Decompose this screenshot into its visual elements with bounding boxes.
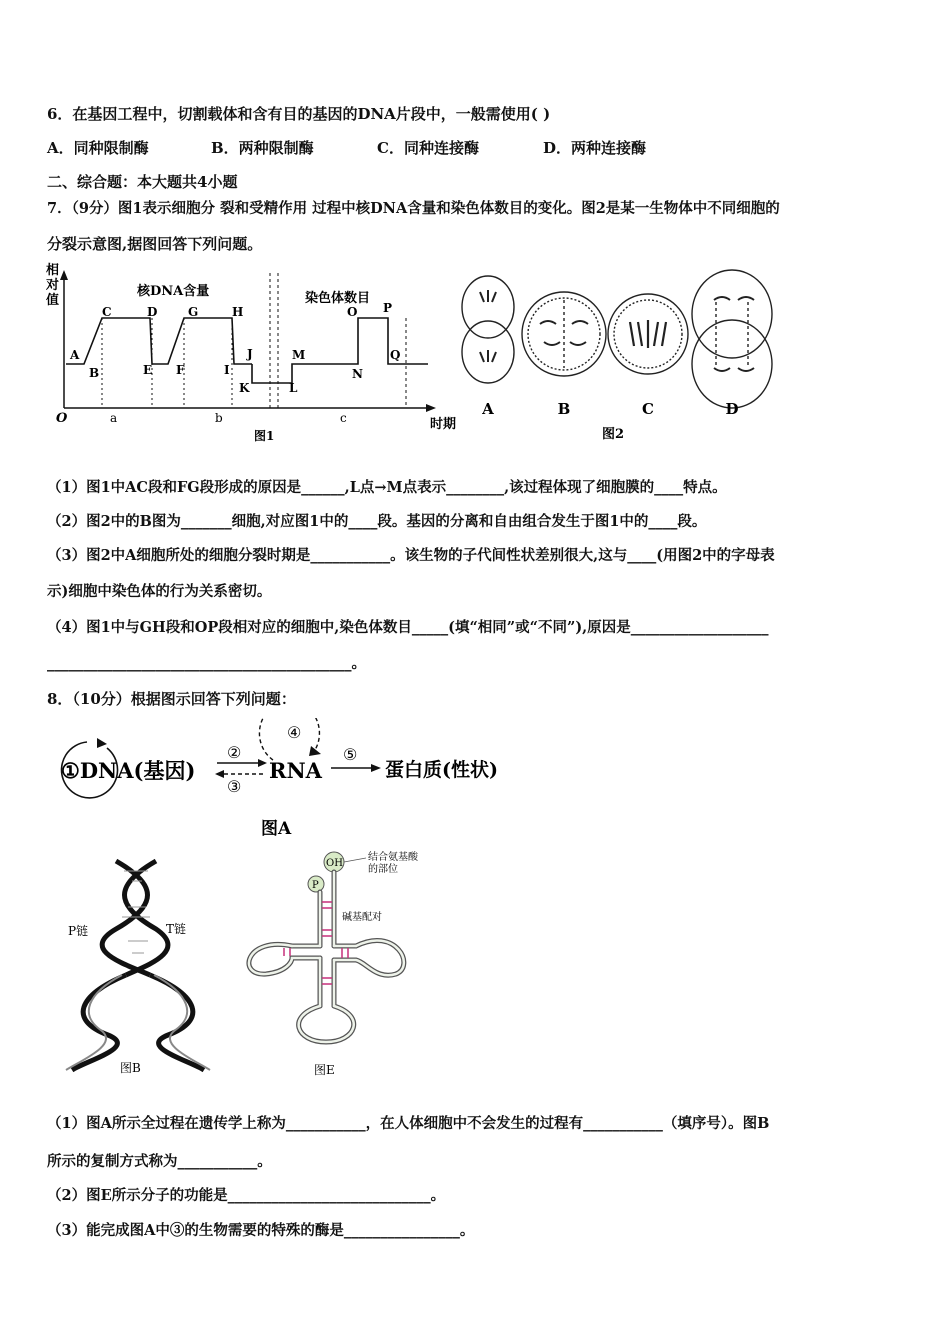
fig1-period-a: a: [110, 411, 118, 425]
figa-step-5: ⑤: [343, 745, 358, 764]
q6-option-c: C．同种连接酶: [377, 139, 479, 157]
fig2-cell-d-top: [692, 270, 772, 358]
figa-caption: 图A: [261, 819, 292, 839]
fige-label-aa-1: 结合氨基酸: [368, 852, 418, 863]
fig2-label-a: A: [482, 400, 494, 418]
q8-sub1-line1: （1）图A所示全过程在遗传学上称为___________，在人体细胞中不会发生的过程有___________（填序号）。图B: [47, 1115, 770, 1132]
q8-sub3: （3）能完成图A中③的生物需要的特殊的酶是________________。: [47, 1222, 475, 1239]
fig2-cell-d-bottom: [692, 320, 772, 408]
figa-protein: 蛋白质(性状): [385, 759, 498, 781]
q6-option-d: D．两种连接酶: [543, 139, 647, 157]
fig1-legend-dna: 核DNA含量: [137, 284, 210, 299]
fig1-legend-chromosome: 染色体数目: [305, 291, 371, 306]
fig1-point-l: L: [289, 381, 298, 395]
figure-a-central-dogma: [55, 718, 545, 843]
fig1-point-d: D: [147, 305, 158, 319]
fig1-caption: 图1: [254, 429, 275, 443]
fig1-point-q: Q: [390, 348, 401, 362]
section2-heading: 二、综合题：本大题共4小题: [47, 173, 238, 191]
fig2-cell-b: [522, 292, 606, 376]
figa-step-4: ④: [287, 723, 302, 742]
fig1-point-m: M: [292, 348, 306, 362]
q7-sub1: （1）图1中AC段和FG段形成的原因是______,L点→M点表示________,该过程体现了细胞膜的____特点。: [47, 479, 727, 496]
q7-stem-line1: 7．（9分）图1表示细胞分 裂和受精作用 过程中核DNA含量和染色体数目的变化。图2是某一生物体中不同细胞的: [47, 200, 780, 217]
figa-step-3: ③: [227, 777, 242, 796]
figa-step-2: ②: [227, 743, 242, 762]
fig2-caption: 图2: [602, 427, 625, 442]
fig1-ylabel-2: 对: [46, 278, 60, 293]
fige-p: P: [312, 880, 319, 891]
q6-options: [47, 137, 646, 158]
fig1-point-i: I: [224, 363, 230, 377]
fige-caption: 图E: [314, 1063, 335, 1077]
figb-p-chain: P链: [68, 924, 89, 938]
q7-sub4-line2: __________________________________________。: [47, 655, 366, 672]
fig1-period-c: c: [340, 411, 347, 425]
fig1-point-f: F: [176, 363, 185, 377]
fig1-point-a: A: [70, 348, 80, 362]
fig2-label-c: C: [642, 400, 654, 418]
figa-rna: RNA: [269, 758, 322, 783]
q6-option-a: A．同种限制酶: [47, 139, 149, 157]
fig1-point-b: B: [89, 366, 100, 380]
fige-label-aa-2: 的部位: [368, 864, 398, 875]
figure-2-cells: [452, 262, 782, 448]
fig2-label-d: D: [725, 400, 739, 418]
q7-sub2: （2）图2中的B图为_______细胞,对应图1中的____段。基因的分离和自由组合发生于图1中的____段。: [47, 513, 707, 530]
figure-e-trna: [236, 846, 436, 1081]
fig1-point-j: J: [247, 347, 253, 361]
q8-sub2: （2）图E所示分子的功能是____________________________。: [47, 1187, 446, 1204]
figb-t-chain: T链: [166, 922, 187, 936]
fig1-period-b: b: [215, 411, 223, 425]
fig1-point-g: G: [188, 305, 199, 319]
fig1-dna-curve: [66, 318, 252, 364]
fig1-origin: O: [56, 411, 68, 426]
figa-dna: ①DNA(基因): [61, 758, 196, 783]
q6-stem: 6．在基因工程中，切割载体和含有目的基因的DNA片段中，一般需使用( ): [47, 105, 551, 123]
fig1-x-axis-label: 时期: [430, 417, 457, 432]
q7-stem-line2: 分裂示意图,据图回答下列问题。: [47, 235, 263, 253]
fig1-point-o: O: [347, 305, 358, 319]
q8-sub1-line2: 所示的复制方式称为___________。: [47, 1153, 272, 1170]
figb-caption: 图B: [120, 1061, 141, 1075]
fig2-cell-a-top: [462, 276, 514, 338]
fig1-point-n: N: [352, 367, 363, 381]
fige-label-pair: 碱基配对: [342, 912, 382, 923]
fige-oh: OH: [326, 858, 343, 869]
figure-b-dna-replication: [58, 855, 228, 1080]
fig1-point-c: C: [102, 305, 112, 319]
fig1-point-h: H: [232, 305, 244, 319]
fig1-ylabel-3: 值: [46, 293, 60, 308]
q6-option-b: B．两种限制酶: [211, 139, 314, 157]
fig1-ylabel-1: 相: [46, 263, 60, 278]
q8-stem: 8．（10分）根据图示回答下列问题：: [47, 690, 296, 708]
fig1-point-p: P: [383, 301, 393, 315]
fig2-label-b: B: [557, 400, 571, 418]
figure-1-graph: [40, 258, 470, 448]
fig1-point-k: K: [239, 381, 250, 395]
q7-sub3-line2: 示)细胞中染色体的行为关系密切。: [47, 583, 272, 600]
q7-sub4-line1: （4）图1中与GH段和OP段相对应的细胞中,染色体数目_____(填“相同”或“不同”),原因是___________________: [47, 619, 769, 636]
fig1-point-e: E: [143, 363, 153, 377]
q7-sub3-line1: （3）图2中A细胞所处的细胞分裂时期是___________。该生物的子代间性状差别很大,这与____(用图2中的字母表: [47, 547, 775, 564]
